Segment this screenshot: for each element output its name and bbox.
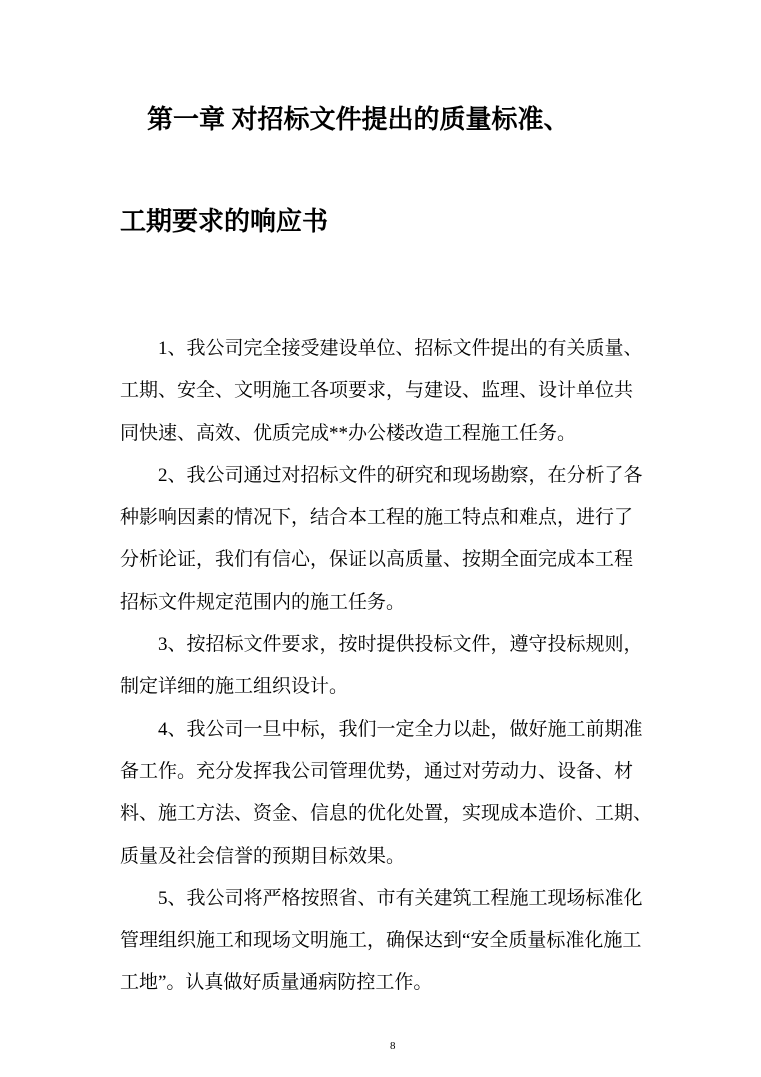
paragraph-5 (120, 878, 660, 1005)
paragraph-4 (120, 709, 660, 878)
paragraph-line: 料、施工方法、资金、信息的优化处置，实现成本造价、工期、 (120, 803, 653, 825)
paragraph-line: 同快速、高效、优质完成**办公楼改造工程施工任务。 (120, 422, 577, 444)
paragraph-line: 工期、安全、文明施工各项要求，与建设、监理、设计单位共 (120, 380, 634, 402)
paragraph-3 (120, 624, 660, 709)
document-body (120, 328, 660, 1005)
paragraph-2 (120, 455, 660, 624)
paragraph-line: 管理组织施工和现场文明施工，确保达到“安全质量标准化施工 (120, 930, 642, 952)
paragraph-line: 分析论证，我们有信心，保证以高质量、按期全面完成本工程 (120, 549, 634, 571)
page-number: 8 (390, 1040, 396, 1052)
paragraph-line: 质量及社会信誉的预期目标效果。 (120, 845, 406, 867)
paragraph-line: 5、我公司将严格按照省、市有关建筑工程施工现场标准化 (158, 887, 643, 909)
paragraph-line: 备工作。充分发挥我公司管理优势，通过对劳动力、设备、材 (120, 760, 634, 782)
paragraph-line: 工地”。认真做好质量通病防控工作。 (120, 972, 433, 994)
chapter-title-line-1: 第一章 对招标文件提出的质量标准、 (147, 105, 570, 134)
paragraph-line: 2、我公司通过对招标文件的研究和现场勘察，在分析了各 (158, 464, 643, 486)
paragraph-line: 3、按招标文件要求，按时提供投标文件，遵守投标规则， (158, 634, 643, 656)
paragraph-line: 制定详细的施工组织设计。 (120, 676, 349, 698)
paragraph-line: 种影响因素的情况下，结合本工程的施工特点和难点，进行了 (120, 507, 634, 529)
paragraph-line: 1、我公司完全接受建设单位、招标文件提出的有关质量、 (158, 338, 643, 359)
chapter-title-line-2: 工期要求的响应书 (120, 207, 329, 236)
paragraph-line: 4、我公司一旦中标，我们一定全力以赴，做好施工前期准 (158, 718, 643, 740)
paragraph-1 (120, 328, 660, 455)
paragraph-line: 招标文件规定范围内的施工任务。 (120, 591, 406, 613)
